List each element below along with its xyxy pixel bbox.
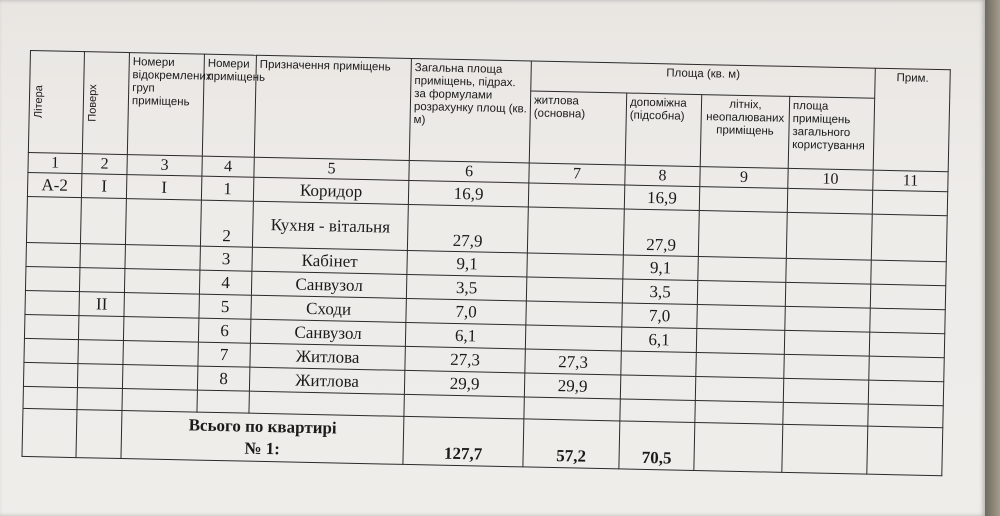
cell-floor — [77, 364, 122, 389]
cell-aux — [621, 351, 696, 377]
cell-empty — [698, 211, 787, 259]
explication-table — [21, 50, 950, 476]
cell-purpose: Санвузол — [251, 271, 406, 298]
cell-living: 27,3 — [525, 349, 621, 375]
cell-empty — [786, 212, 872, 260]
cell-group — [124, 293, 199, 319]
cell-litera — [24, 338, 78, 363]
col-number: 3 — [127, 155, 202, 177]
cell-empty — [786, 258, 872, 284]
cell-empty — [868, 380, 943, 406]
cell-empty — [871, 260, 946, 286]
header-area-group: Площа (кв. м) — [531, 61, 876, 98]
cell-purpose: Кабінет — [252, 247, 407, 274]
cell-purpose: Кухня - вітальня — [252, 201, 408, 250]
header-group-numbers: Номери відокремлених груп приміщень — [127, 53, 204, 157]
cell-total: 29,9 — [404, 370, 524, 397]
cell-purpose: Коридор — [253, 177, 408, 204]
cell-aux — [620, 375, 695, 401]
totals-total: 127,7 — [403, 416, 524, 467]
col-number: 10 — [788, 168, 873, 190]
header-room-numbers: Номери приміщень — [202, 54, 256, 157]
cell-purpose: Сходи — [251, 295, 406, 322]
col-number: 2 — [82, 154, 127, 175]
cell-total: 16,9 — [408, 180, 528, 207]
cell-room-number: 3 — [200, 246, 252, 271]
cell-group — [124, 269, 199, 295]
header-common: площа приміщень загального користування — [788, 96, 875, 170]
header-summer: літніх, неопалюваних приміщень — [700, 95, 789, 169]
cell-litera — [26, 196, 81, 243]
cell-empty — [869, 356, 944, 382]
cell-living — [525, 325, 621, 351]
cell-empty — [870, 308, 945, 334]
totals-aux: 70,5 — [619, 421, 695, 471]
cell-empty — [872, 190, 947, 216]
header-total-area: Загальна площа приміщень, підрах. за формулами розрахунку площ (кв. м) — [409, 58, 531, 162]
cell-room-number: 7 — [198, 342, 250, 367]
cell-empty — [696, 353, 784, 379]
cell-living: 29,9 — [524, 373, 620, 399]
header-floor: Поверх — [82, 52, 129, 155]
cell-floor: II — [79, 292, 124, 317]
cell-empty — [699, 187, 787, 213]
cell-empty — [867, 426, 943, 476]
cell-empty — [697, 305, 785, 331]
cell-aux: 3,5 — [622, 279, 697, 305]
col-number: 1 — [28, 152, 82, 173]
cell-aux: 9,1 — [623, 255, 698, 281]
cell-aux: 6,1 — [621, 327, 696, 353]
cell-empty — [696, 329, 784, 355]
header-litera: Літера — [28, 51, 84, 154]
header-purpose: Призначення приміщень — [254, 55, 411, 160]
cell-living — [527, 253, 623, 279]
cell-litera — [24, 314, 78, 339]
cell-group — [123, 317, 198, 343]
cell-living — [526, 277, 622, 303]
cell-empty — [697, 281, 785, 307]
cell-empty — [871, 214, 947, 262]
cell-total: 27,9 — [407, 204, 528, 253]
cell-living — [526, 301, 622, 327]
col-number: 6 — [409, 160, 529, 183]
cell-total: 3,5 — [406, 274, 526, 301]
cell-room-number: 1 — [201, 176, 253, 201]
cell-group: I — [126, 175, 201, 201]
cell-total: 7,0 — [406, 298, 526, 325]
totals-label-line1: Всього по квартирі — [188, 414, 337, 438]
cell-room-number: 5 — [199, 294, 251, 319]
cell-empty — [787, 188, 873, 214]
header-note: Прим. — [873, 68, 950, 172]
cell-purpose: Санвузол — [250, 319, 405, 346]
cell-empty — [695, 377, 783, 403]
cell-litera: А-2 — [27, 172, 81, 197]
header-living: житлова (основна) — [529, 91, 626, 165]
cell-aux: 7,0 — [622, 303, 697, 329]
cell-aux: 27,9 — [623, 209, 699, 257]
cell-empty — [22, 408, 77, 457]
cell-total: 9,1 — [407, 250, 527, 277]
header-auxiliary: допоміжна (підсобна) — [625, 93, 701, 167]
col-number: 8 — [625, 165, 700, 187]
cell-floor — [80, 244, 125, 269]
cell-room-number: 8 — [197, 366, 249, 391]
cell-purpose: Житлова — [250, 343, 405, 370]
cell-litera — [25, 290, 79, 315]
cell-group — [123, 341, 198, 367]
cell-litera — [26, 242, 80, 267]
cell-empty — [694, 423, 783, 473]
cell-floor: I — [81, 174, 126, 199]
cell-empty — [785, 306, 871, 332]
cell-litera — [25, 266, 79, 291]
cell-group — [125, 245, 200, 271]
cell-group — [125, 199, 201, 247]
col-number: 5 — [254, 157, 409, 180]
cell-floor — [78, 340, 123, 365]
cell-aux: 16,9 — [624, 185, 699, 211]
cell-total: 6,1 — [405, 322, 525, 349]
cell-empty — [783, 378, 869, 404]
totals-label-line2: № 1: — [244, 438, 281, 458]
cell-room-number: 6 — [198, 318, 250, 343]
cell-empty — [76, 410, 122, 459]
cell-empty — [785, 282, 871, 308]
cell-litera — [23, 362, 77, 387]
cell-total: 27,3 — [405, 346, 525, 373]
cell-floor — [79, 268, 124, 293]
cell-floor — [78, 316, 123, 341]
explication-table-wrapper — [21, 50, 960, 489]
totals-label — [121, 411, 404, 465]
cell-room-number: 4 — [199, 270, 251, 295]
cell-floor — [80, 198, 126, 245]
col-number: 9 — [700, 167, 788, 189]
page-edge — [985, 0, 1000, 516]
cell-group — [122, 365, 197, 391]
col-number: 4 — [202, 156, 254, 177]
cell-empty — [698, 257, 786, 283]
col-number: 7 — [529, 163, 625, 185]
cell-empty — [869, 332, 944, 358]
cell-living — [528, 183, 624, 209]
cell-purpose: Житлова — [249, 367, 404, 394]
cell-empty — [870, 284, 945, 310]
col-number: 11 — [873, 170, 948, 192]
totals-living: 57,2 — [523, 419, 620, 469]
cell-empty — [782, 424, 868, 474]
cell-empty — [784, 354, 870, 380]
cell-room-number: 2 — [200, 200, 253, 247]
cell-empty — [784, 330, 870, 356]
cell-living — [527, 207, 624, 255]
